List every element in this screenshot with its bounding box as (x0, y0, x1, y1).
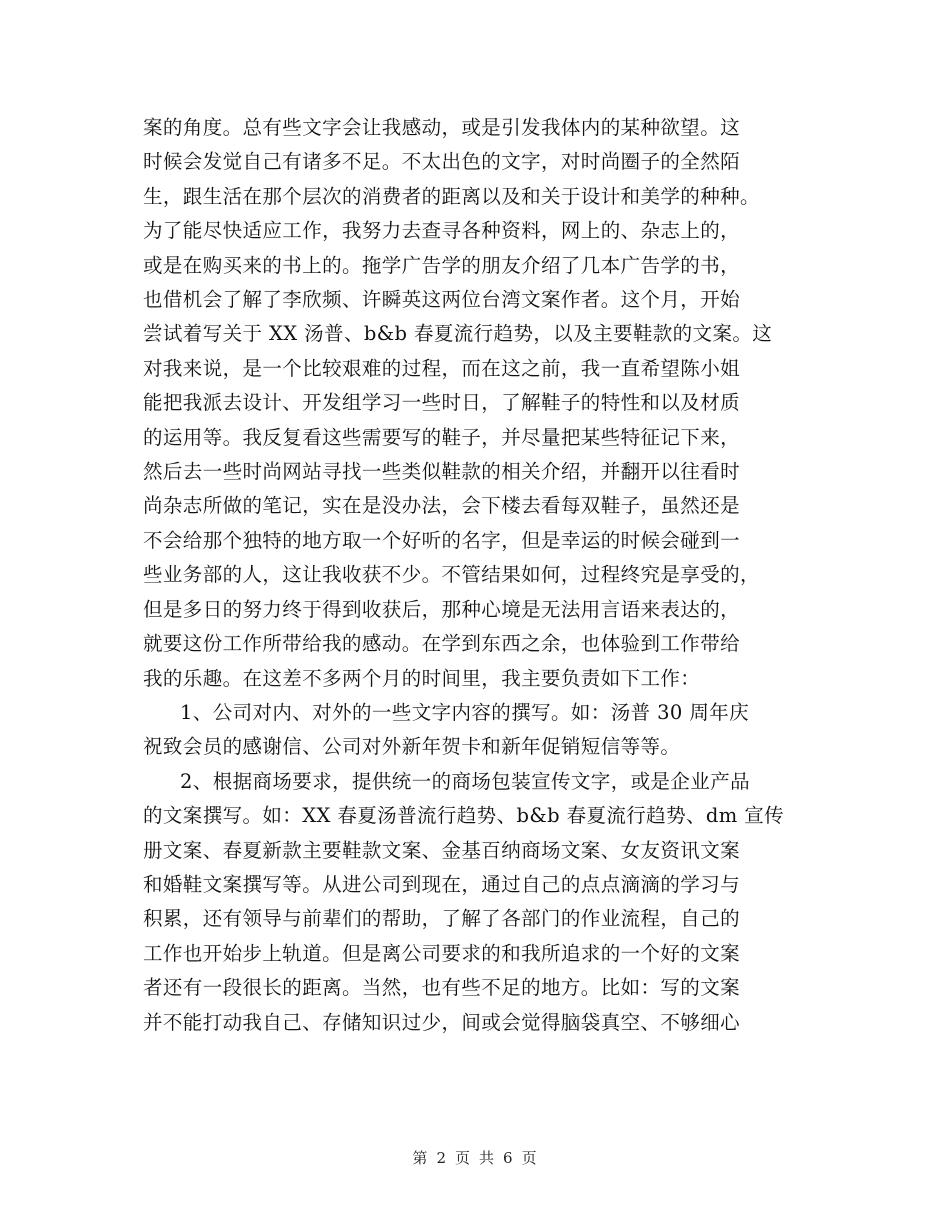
text-line: 对我来说，是一个比较艰难的过程，而在这之前，我一直希望陈小姐 (143, 356, 741, 380)
text-line: 积累，还有领导与前辈们的帮助，了解了各部门的作业流程，自己的 (143, 907, 741, 931)
text-line: 为了能尽快适应工作，我努力去查寻各种资料，网上的、杂志上的， (143, 219, 741, 243)
footer-total-word: 共 (479, 1149, 496, 1167)
text-line: 些业务部的人，这让我收获不少。不管结果如何，过程终究是享受的， (143, 563, 760, 587)
text-line: 尝试着写关于 XX 汤普、b&b 春夏流行趋势，以及主要鞋款的文案。这 (143, 322, 773, 346)
text-line: 生，跟生活在那个层次的消费者的距离以及和关于设计和美学的种种。 (143, 184, 760, 208)
text-line: 能把我派去设计、开发组学习一些时日，了解鞋子的特性和以及材质 (143, 391, 741, 415)
text-line: 的运用等。我反复看这些需要写的鞋子，并尽量把某些特征记下来， (143, 425, 741, 449)
text-line: 案的角度。总有些文字会让我感动，或是引发我体内的某种欲望。这 (143, 116, 741, 139)
footer-page-word: 页 (454, 1149, 471, 1167)
body-text (143, 111, 813, 1040)
text-line: 就要这份工作所带给我的感动。在学到东西之余，也体验到工作带给 (143, 632, 741, 656)
page-footer (0, 1147, 950, 1168)
text-line: 尚杂志所做的笔记，实在是没办法，会下楼去看每双鞋子，虽然还是 (143, 494, 741, 518)
text-line: 我的乐趣。在这差不多两个月的时间里，我主要负责如下工作： (143, 666, 701, 690)
text-line: 也借机会了解了李欣频、许瞬英这两位台湾文案作者。这个月，开始 (143, 288, 741, 312)
footer-total-pages: 6 (503, 1149, 514, 1167)
text-line: 不会给那个独特的地方取一个好听的名字，但是幸运的时候会碰到一 (143, 528, 741, 552)
text-line: 工作也开始步上轨道。但是离公司要求的和我所追求的一个好的文案 (143, 941, 741, 965)
text-line: 1、公司对内、对外的一些文字内容的撰写。如：汤普 30 周年庆 (180, 700, 750, 724)
text-line: 并不能打动我自己、存储知识过少，间或会觉得脑袋真空、不够细心 (143, 1010, 741, 1034)
text-line: 祝致会员的感谢信、公司对外新年贺卡和新年促销短信等等。 (143, 735, 681, 759)
text-line: 的文案撰写。如：XX 春夏汤普流行趋势、b&b 春夏流行趋势、dm 宣传 (143, 804, 785, 828)
footer-suffix: 页 (521, 1149, 538, 1167)
text-line: 但是多日的努力终于得到收获后，那种心境是无法用言语来表达的， (143, 597, 741, 621)
text-line: 时候会发觉自己有诸多不足。不太出色的文字，对时尚圈子的全然陌 (143, 150, 741, 174)
footer-prefix: 第 (412, 1149, 429, 1167)
text-line: 或是在购买来的书上的。拖学广告学的朋友介绍了几本广告学的书， (143, 253, 741, 277)
footer-page-number: 2 (436, 1149, 447, 1167)
text-line: 和婚鞋文案撰写等。从进公司到现在，通过自己的点点滴滴的学习与 (143, 872, 741, 896)
text-line: 然后去一些时尚网站寻找一些类似鞋款的相关介绍，并翻开以往看时 (143, 460, 741, 484)
text-line: 册文案、春夏新款主要鞋款文案、金基百纳商场文案、女友资讯文案 (143, 838, 741, 862)
text-line: 2、根据商场要求，提供统一的商场包装宣传文字，或是企业产品 (180, 769, 751, 793)
text-line: 者还有一段很长的距离。当然，也有些不足的地方。比如：写的文案 (143, 976, 741, 1000)
